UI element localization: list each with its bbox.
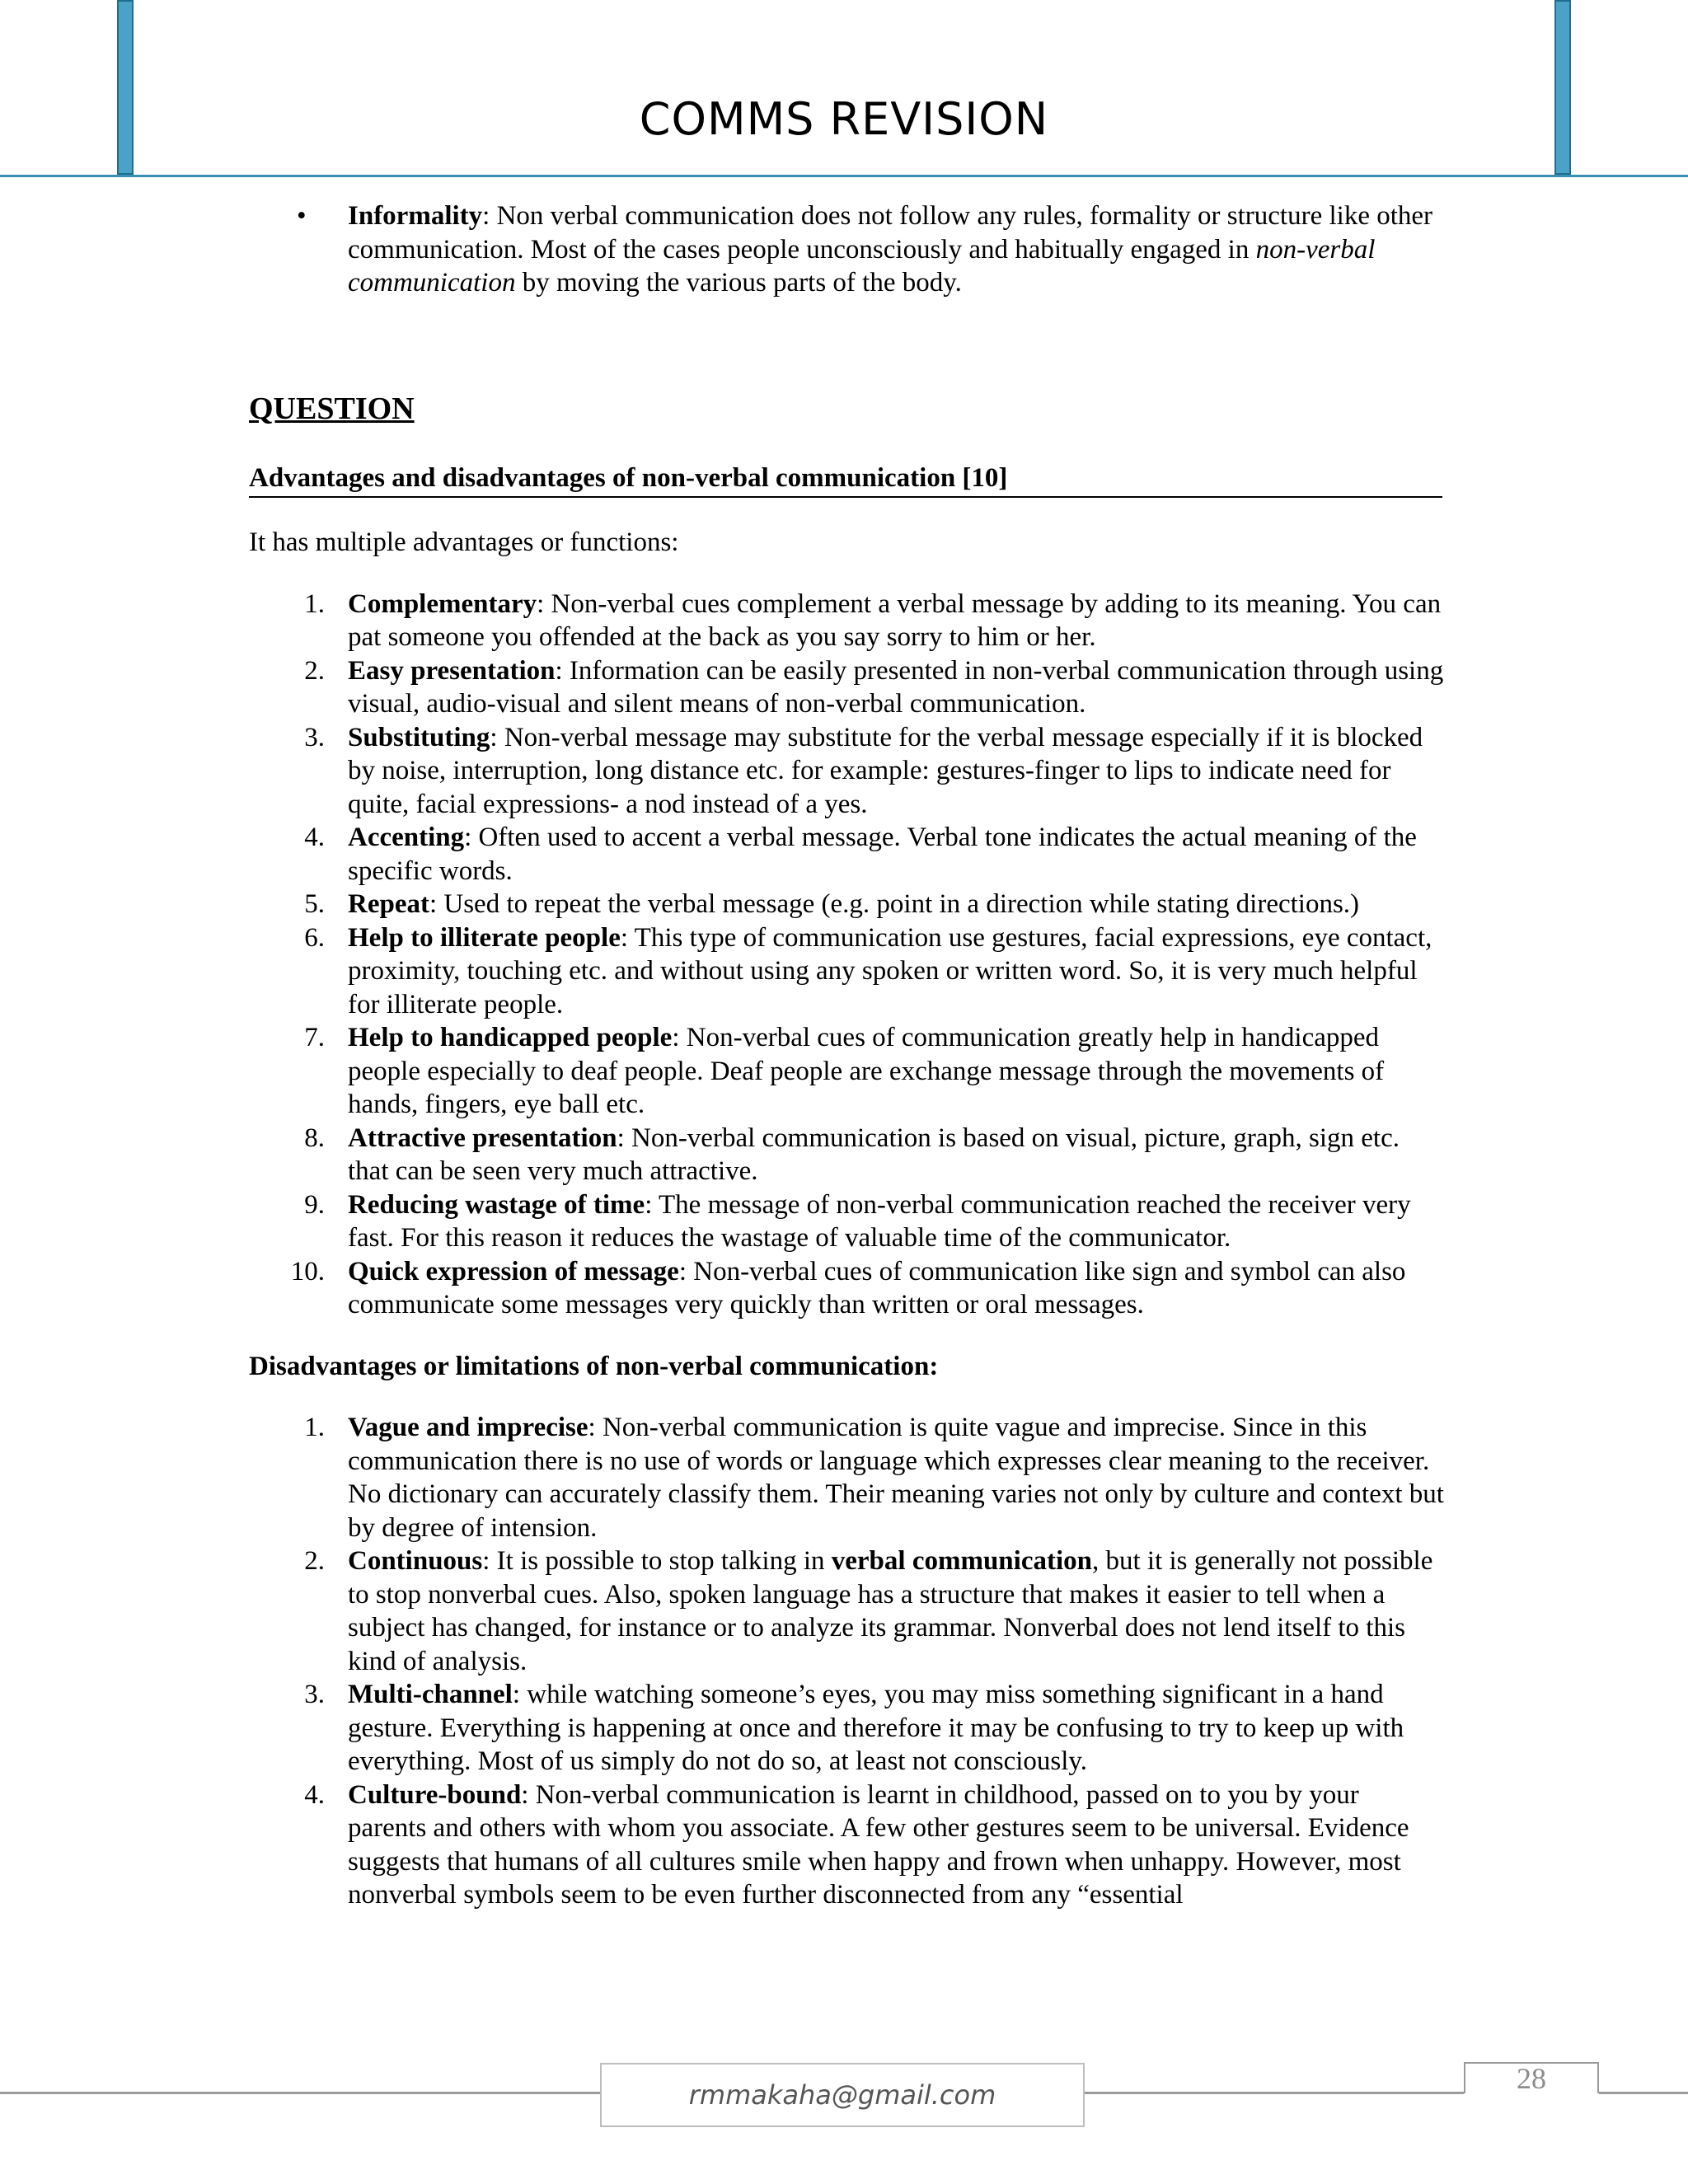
item-text-end: , but it is generally not possible to stop nonverbal cues. Also, spoken language has a structure that makes it easier to tell when a subject has changed, for instance or to analyze its grammar. Nonverbal does not lend itself to this kind of analysis. <box>348 1546 1433 1676</box>
document-body <box>249 199 1444 1912</box>
list-item <box>249 1411 1444 1544</box>
item-number: 1. <box>304 588 325 619</box>
question-subheading: Advantages and disadvantages of non-verbal communication [10] <box>249 462 1442 499</box>
list-item <box>249 1188 1444 1255</box>
item-text: : Non-verbal cues complement a verbal message by adding to its meaning. You can pat someone you offended at the back as you say sorry to him or her. <box>348 588 1442 652</box>
list-item <box>249 888 1444 921</box>
item-number: 9. <box>304 1189 325 1220</box>
question-heading: QUESTION <box>249 391 415 426</box>
item-term: Repeat <box>348 889 429 919</box>
informality-term: Informality <box>348 201 483 231</box>
item-term: Substituting <box>348 722 490 752</box>
item-number: 3. <box>304 1680 325 1709</box>
item-text: : Used to repeat the verbal message (e.g. point in a direction while stating directions.) <box>429 889 1360 919</box>
header-rule <box>0 175 1688 177</box>
item-number: 5. <box>304 889 325 919</box>
list-item <box>249 1021 1444 1122</box>
informality-bullet-item <box>249 199 1444 300</box>
list-item <box>249 1255 1444 1322</box>
item-number: 3. <box>304 722 325 752</box>
item-number: 2. <box>304 655 325 686</box>
page-number: 28 <box>1517 2062 1546 2095</box>
item-term: Attractive presentation <box>348 1122 617 1153</box>
item-text: : while watching someone’s eyes, you may miss something significant in a hand gesture. Everything is happening at once and therefore it may be confusing to try to keep up with everything. Most of us simply do not do so, at least not consciously. <box>348 1680 1404 1776</box>
item-term: Easy presentation <box>348 655 556 686</box>
item-bold-phrase: verbal communication <box>831 1546 1092 1576</box>
item-number: 6. <box>304 922 325 953</box>
item-text: : Non-verbal communication is based on visual, picture, graph, sign etc. that can be seen very much attractive. <box>348 1122 1400 1186</box>
item-term: Reducing wastage of time <box>348 1189 645 1220</box>
item-text: : Often used to accent a verbal message. Verbal tone indicates the actual meaning of the specific words. <box>348 823 1417 886</box>
list-item <box>249 588 1444 654</box>
item-term: Complementary <box>348 588 537 619</box>
item-number: 10. <box>290 1256 325 1286</box>
item-term: Vague and imprecise <box>348 1413 588 1442</box>
item-text: : Non-verbal cues of communication like sign and symbol can also communicate some messages very quickly than written or oral messages. <box>348 1256 1406 1319</box>
item-term: Help to handicapped people <box>348 1023 673 1052</box>
item-term: Culture-bound <box>348 1779 522 1810</box>
item-number: 7. <box>304 1023 325 1052</box>
list-item <box>249 921 1444 1022</box>
item-number: 4. <box>304 1779 325 1810</box>
item-text: : Non-verbal message may substitute for the verbal message especially if it is blocked by noise, interruption, long distance etc. for example: gestures-finger to lips to indicate need for quite, facial expressions- a nod instead of a yes. <box>348 722 1423 819</box>
header-accent-bar-right <box>1554 0 1571 175</box>
item-text: : Non-verbal communication is learnt in childhood, passed on to you by your parents and others with whom you associate. A few other gestures seem to be universal. Evidence suggests that humans of all cultures smile when happy and frown when unhappy. However, most nonverbal symbols seem to be even further disconnected from any “essential <box>348 1779 1409 1910</box>
footer-rule-right <box>1599 2092 1688 2094</box>
item-term: Accenting <box>348 823 465 852</box>
informality-text-end: by moving the various parts of the body. <box>515 268 962 298</box>
item-number: 4. <box>304 823 325 852</box>
footer-email: rmmakaha@gmail.com <box>600 2063 1085 2127</box>
list-item <box>249 721 1444 822</box>
list-item <box>249 1779 1444 1912</box>
disadvantages-list <box>249 1411 1444 1912</box>
item-text: : Non-verbal communication is quite vague and imprecise. Since in this communication there is no use of words or language which expresses clear meaning to the receiver. No dictionary can accurately classify them. Their meaning varies not only by culture and context but by degree of intension. <box>348 1413 1444 1543</box>
item-term: Quick expression of message <box>348 1256 679 1286</box>
list-item <box>249 1122 1444 1188</box>
header-accent-bar-left <box>117 0 134 175</box>
item-number: 2. <box>304 1546 325 1576</box>
list-item <box>249 821 1444 888</box>
footer-rule-middle <box>1085 2092 1464 2094</box>
item-text: : This type of communication use gestures, facial expressions, eye contact, proximity, touching etc. and without using any spoken or written word. So, it is very much helpful for illiterate people. <box>348 922 1432 1019</box>
item-term: Continuous <box>348 1546 483 1576</box>
item-number: 8. <box>304 1122 325 1153</box>
item-text: : The message of non-verbal communication reached the receiver very fast. For this reason it reduces the wastage of valuable time of the communicator. <box>348 1189 1411 1253</box>
item-term: Help to illiterate people <box>348 922 621 953</box>
disadvantages-heading: Disadvantages or limitations of non-verbal communication: <box>249 1351 939 1381</box>
item-number: 1. <box>304 1413 325 1442</box>
bullet-marker: • <box>297 201 307 231</box>
list-item <box>249 1544 1444 1678</box>
list-item <box>249 654 1444 721</box>
informality-text: : Non verbal communication does not follow any rules, formality or structure like other communication. Most of the cases people unconsciously and habitually engaged in <box>348 201 1433 265</box>
informality-emphasis: non-verbal communication <box>348 234 1376 298</box>
item-text: : Information can be easily presented in non-verbal communication through using visual, audio-visual and silent means of non-verbal communication. <box>348 655 1444 719</box>
footer-rule-left <box>0 2092 600 2094</box>
list-item <box>249 1678 1444 1779</box>
page-header-title: COMMS REVISION <box>639 93 1049 145</box>
advantages-list <box>249 588 1444 1322</box>
item-term: Multi-channel <box>348 1680 513 1709</box>
advantages-intro: It has multiple advantages or functions: <box>249 527 679 557</box>
item-text: : It is possible to stop talking in <box>482 1546 832 1576</box>
item-text: : Non-verbal cues of communication greatly help in handicapped people especially to deaf people. Deaf people are exchange message through the movements of hands, fingers, eye ball etc. <box>348 1023 1385 1119</box>
